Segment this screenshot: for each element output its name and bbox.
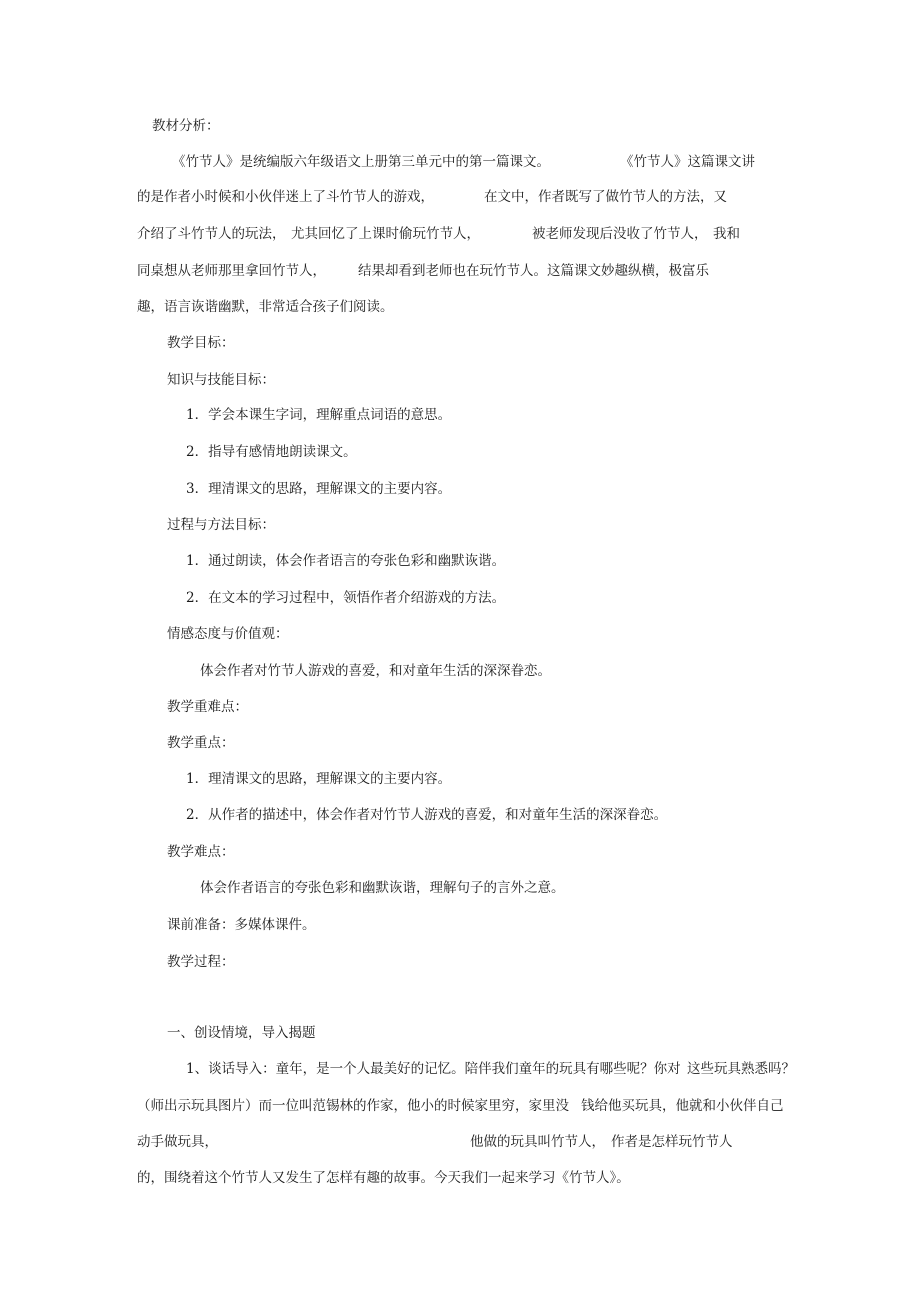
section1-line-3a: 动手做玩具，	[137, 1134, 218, 1150]
analysis-heading: 教材分析：	[152, 118, 220, 134]
section1-line-3b: 他做的玩具叫竹节人，	[470, 1134, 605, 1150]
analysis-line-3c: 被老师发现后没收了竹节人，	[532, 226, 708, 242]
analysis-line-2a: 的是作者小时候和小伙伴迷上了斗竹节人的游戏，	[137, 189, 434, 205]
section1-line-2b: 钱给他买玩具，他就和小伙伴自己	[581, 1098, 784, 1114]
analysis-line-3d: 我和	[713, 226, 740, 242]
process-goal-item-2: 2．在文本的学习过程中，领悟作者介绍游戏的方法。	[186, 590, 506, 606]
analysis-line-4a: 同桌想从老师那里拿回竹节人，	[137, 263, 326, 279]
emotion-heading: 情感态度与价值观：	[167, 626, 289, 642]
goals-heading: 教学目标：	[167, 335, 235, 351]
section1-line-3c: 作者是怎样玩竹节人	[611, 1134, 733, 1150]
focus-item-2: 2．从作者的描述中，体会作者对竹节人游戏的喜爱，和对童年生活的深深眷恋。	[186, 807, 668, 823]
analysis-line-3b: 尤其回忆了上课时偷玩竹节人，	[291, 226, 480, 242]
process-goal-item-1: 1．通过朗读，体会作者语言的夸张色彩和幽默诙谐。	[186, 553, 506, 569]
knowledge-item-2: 2．指导有感情地朗读课文。	[186, 444, 357, 460]
analysis-line-1b: 《竹节人》这篇课文讲	[620, 154, 755, 170]
analysis-line-5: 趣，语言诙谐幽默，非常适合孩子们阅读。	[137, 299, 394, 315]
analysis-line-4b: 结果却看到老师也在玩竹节人。这篇课文妙趣纵横，极富乐	[358, 263, 709, 279]
section1-heading: 一、创设情境，导入揭题	[167, 1025, 316, 1041]
focus-item-1: 1．理清课文的思路，理解课文的主要内容。	[186, 771, 452, 787]
section1-line-4: 的，围绕着这个竹节人又发生了怎样有趣的故事。今天我们一起来学习《竹节人》。	[137, 1170, 630, 1186]
difficulty-heading: 教学难点：	[167, 844, 235, 860]
analysis-line-2b: 在文中，作者既写了做竹节人的方法，又	[484, 189, 727, 205]
section1-line-1b: 这些玩具熟悉吗？	[687, 1061, 795, 1077]
emotion-text: 体会作者对竹节人游戏的喜爱，和对童年生活的深深眷恋。	[200, 663, 551, 679]
section1-line-1a: 1、谈话导入：童年，是一个人最美好的记忆。陪伴我们童年的玩具有哪些呢？你对	[186, 1061, 681, 1077]
keypoints-heading: 教学重难点：	[167, 699, 248, 715]
knowledge-item-1: 1．学会本课生字词，理解重点词语的意思。	[186, 407, 452, 423]
process-heading: 教学过程：	[167, 954, 235, 970]
process-goal-heading: 过程与方法目标：	[167, 517, 275, 533]
difficulty-text: 体会作者语言的夸张色彩和幽默诙谐，理解句子的言外之意。	[200, 880, 565, 896]
section1-line-2a: （师出示玩具图片）而一位叫范锡林的作家，他小的时候家里穷，家里没	[137, 1098, 569, 1114]
preparation: 课前准备：多媒体课件。	[167, 917, 316, 933]
analysis-line-3a: 介绍了斗竹节人的玩法，	[137, 226, 286, 242]
analysis-line-1a: 《竹节人》是统编版六年级语文上册第三单元中的第一篇课文。	[172, 154, 550, 170]
knowledge-heading: 知识与技能目标：	[167, 372, 275, 388]
knowledge-item-3: 3．理清课文的思路，理解课文的主要内容。	[186, 481, 452, 497]
focus-heading: 教学重点：	[167, 735, 235, 751]
